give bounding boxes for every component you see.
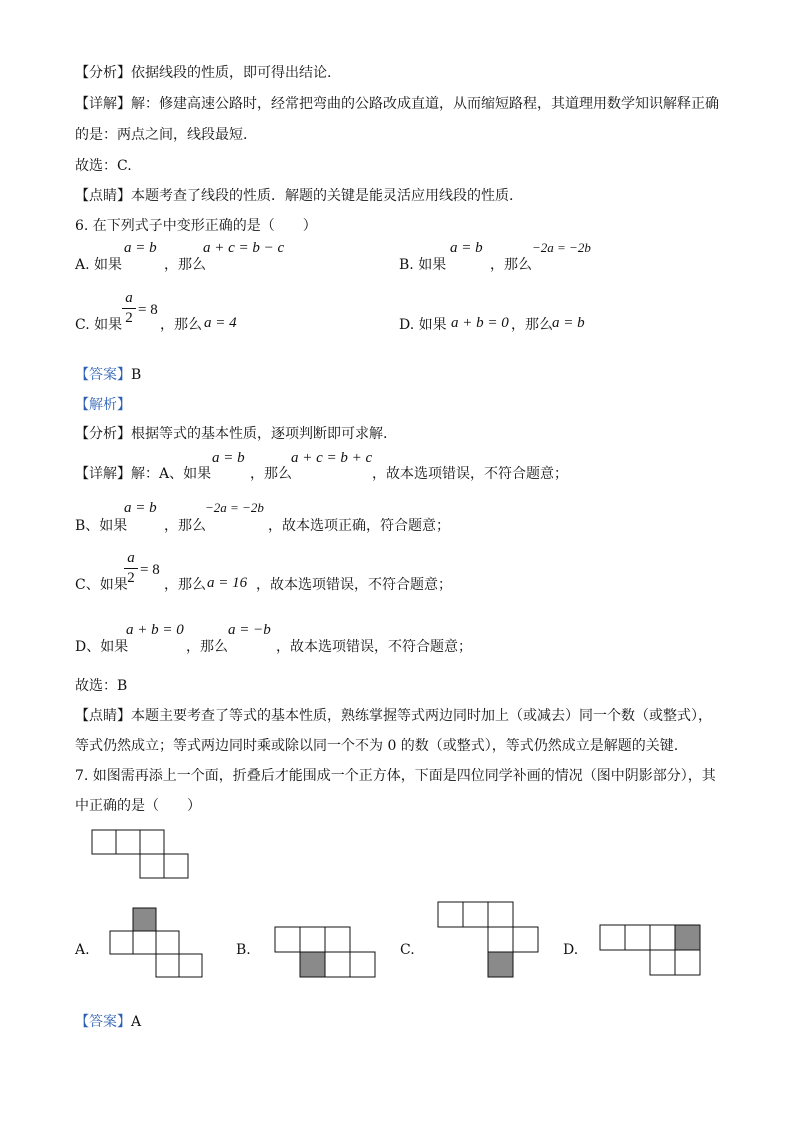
q5-analysis: 【分析】依据线段的性质，即可得出结论. [75, 65, 332, 81]
q6-detail-c-result: a = 16 [207, 575, 248, 591]
net-square-shaded [300, 952, 325, 977]
q6-option-c-result: a = 4 [204, 315, 237, 331]
q6-option-b-result: −2a = −2b [532, 240, 591, 255]
q6-detail-a-post: ，故本选项错误，不符合题意； [372, 466, 568, 482]
q6-detail-a-cond: a = b [212, 450, 245, 466]
q7-answer-tag: 【答案】 [75, 1014, 131, 1030]
q6-answer-tag: 【答案】 [75, 367, 131, 383]
net-square [600, 925, 625, 950]
q6-option-c-denominator: 2 [125, 310, 133, 326]
net-square [675, 950, 700, 975]
q6-option-c-then: ，那么 [160, 317, 202, 333]
net-square [325, 952, 350, 977]
net-square [513, 927, 538, 952]
q6-option-a-result: a + c = b − c [203, 240, 285, 256]
net-square [488, 927, 513, 952]
q6-choose: 故选：B [75, 678, 128, 694]
net-square [275, 927, 300, 952]
q6-detail-b-post: ，故本选项正确，符合题意； [268, 518, 450, 534]
q6-detail-a-result: a + c = b + c [291, 450, 373, 466]
q6-detail-d-then: ，那么 [186, 639, 228, 655]
q6-option-c-numerator: a [125, 290, 133, 306]
net-square [110, 931, 133, 954]
q5-detail-line1: 【详解】解：修建高速公路时，经常把弯曲的公路改成直道，从而缩短路程，其道理用数学知识解释正确 [75, 96, 719, 112]
net-square [463, 902, 488, 927]
q6-detail-d-post: ，故本选项错误，不符合题意； [276, 639, 472, 655]
q6-option-b-cond: a = b [450, 240, 483, 256]
net-square [438, 902, 463, 927]
cube-net-option-d [600, 925, 700, 975]
q6-detail-a-pre: 【详解】解：A、如果 [75, 466, 212, 482]
q6-comment-line2: 等式仍然成立；等式两边同时乘或除以同一个不为 0 的数（或整式），等式仍然成立是解题的关键. [75, 738, 679, 754]
q5-choose: 故选：C. [75, 158, 132, 174]
q6-detail-c-pre: C、如果 [75, 577, 128, 593]
q7-option-a-label: A. [75, 942, 90, 958]
net-square [625, 925, 650, 950]
q6-option-d-cond: a + b = 0 [451, 315, 509, 331]
q6-detail-d-pre: D、如果 [75, 639, 129, 655]
net-square [156, 931, 179, 954]
q6-detail-d-result: a = −b [228, 622, 271, 638]
q6-stem: 6. 在下列式子中变形正确的是（ ） [75, 218, 317, 234]
q7-option-c-label: C. [400, 942, 415, 958]
net-square [325, 927, 350, 952]
q7-option-d-label: D. [563, 942, 579, 958]
q6-answer: B [131, 367, 142, 383]
q6-option-b-label: B. 如果 [399, 257, 447, 273]
q6-detail-a-then: ，那么 [250, 466, 292, 482]
net-square [488, 902, 513, 927]
q6-detail-c-post: ，故本选项错误，不符合题意； [256, 577, 452, 593]
net-square [300, 927, 325, 952]
net-square-shaded [675, 925, 700, 950]
q7-answer: A [131, 1014, 142, 1030]
q6-detail-b-result: −2a = −2b [205, 500, 264, 515]
net-square [164, 854, 188, 878]
net-square [650, 950, 675, 975]
q6-detail-b-cond: a = b [124, 500, 157, 516]
q5-comment: 【点睛】本题考查了线段的性质．解题的关键是能灵活应用线段的性质. [75, 188, 514, 204]
q6-option-a-cond: a = b [124, 240, 157, 256]
q6-comment-line1: 【点睛】本题主要考查了等式的基本性质，熟练掌握等式两边同时加上（或减去）同一个数（或整式）， [75, 708, 712, 724]
q6-option-d-label: D. 如果 [399, 317, 447, 333]
cube-net-option-b [275, 927, 375, 977]
q5-detail-line2: 的是：两点之间，线段最短. [75, 127, 248, 143]
net-square [350, 952, 375, 977]
net-square [140, 854, 164, 878]
q6-detail-c-then: ，那么 [164, 577, 206, 593]
q6-detail-d-cond: a + b = 0 [126, 622, 184, 638]
net-square [133, 931, 156, 954]
net-square-shaded [488, 952, 513, 977]
net-square [116, 830, 140, 854]
net-square [140, 830, 164, 854]
net-square [650, 925, 675, 950]
q6-detail-b-pre: B、如果 [75, 518, 128, 534]
net-square-shaded [133, 908, 156, 931]
q7-option-b-label: B. [236, 942, 251, 958]
q6-jiexi: 【解析】 [75, 397, 131, 413]
q6-option-d-then: ，那么 [511, 317, 553, 333]
q6-option-c-eq: = 8 [138, 302, 158, 318]
cube-net-option-a [110, 908, 202, 977]
q6-option-d-result: a = b [552, 315, 585, 331]
net-square [156, 954, 179, 977]
q6-detail-c-denominator: 2 [127, 570, 135, 586]
q6-detail-c-numerator: a [127, 550, 135, 566]
net-square [179, 954, 202, 977]
q6-analysis: 【分析】根据等式的基本性质，逐项判断即可求解. [75, 426, 388, 442]
q6-detail-c-eq: = 8 [140, 562, 160, 578]
q6-option-a-label: A. 如果 [75, 257, 123, 273]
q7-stem-line2: 中正确的是（ ） [75, 798, 201, 814]
cube-net-base [92, 830, 188, 878]
q6-detail-b-then: ，那么 [164, 518, 206, 534]
cube-net-option-c [438, 902, 538, 977]
q6-option-c-label: C. 如果 [75, 317, 123, 333]
q7-stem-line1: 7. 如图需再添上一个面，折叠后才能围成一个正方体，下面是四位同学补画的情况（图中阴影部分），其 [75, 768, 716, 784]
net-square [92, 830, 116, 854]
q6-option-a-then: ，那么 [164, 257, 206, 273]
q6-option-b-then: ，那么 [490, 257, 532, 273]
